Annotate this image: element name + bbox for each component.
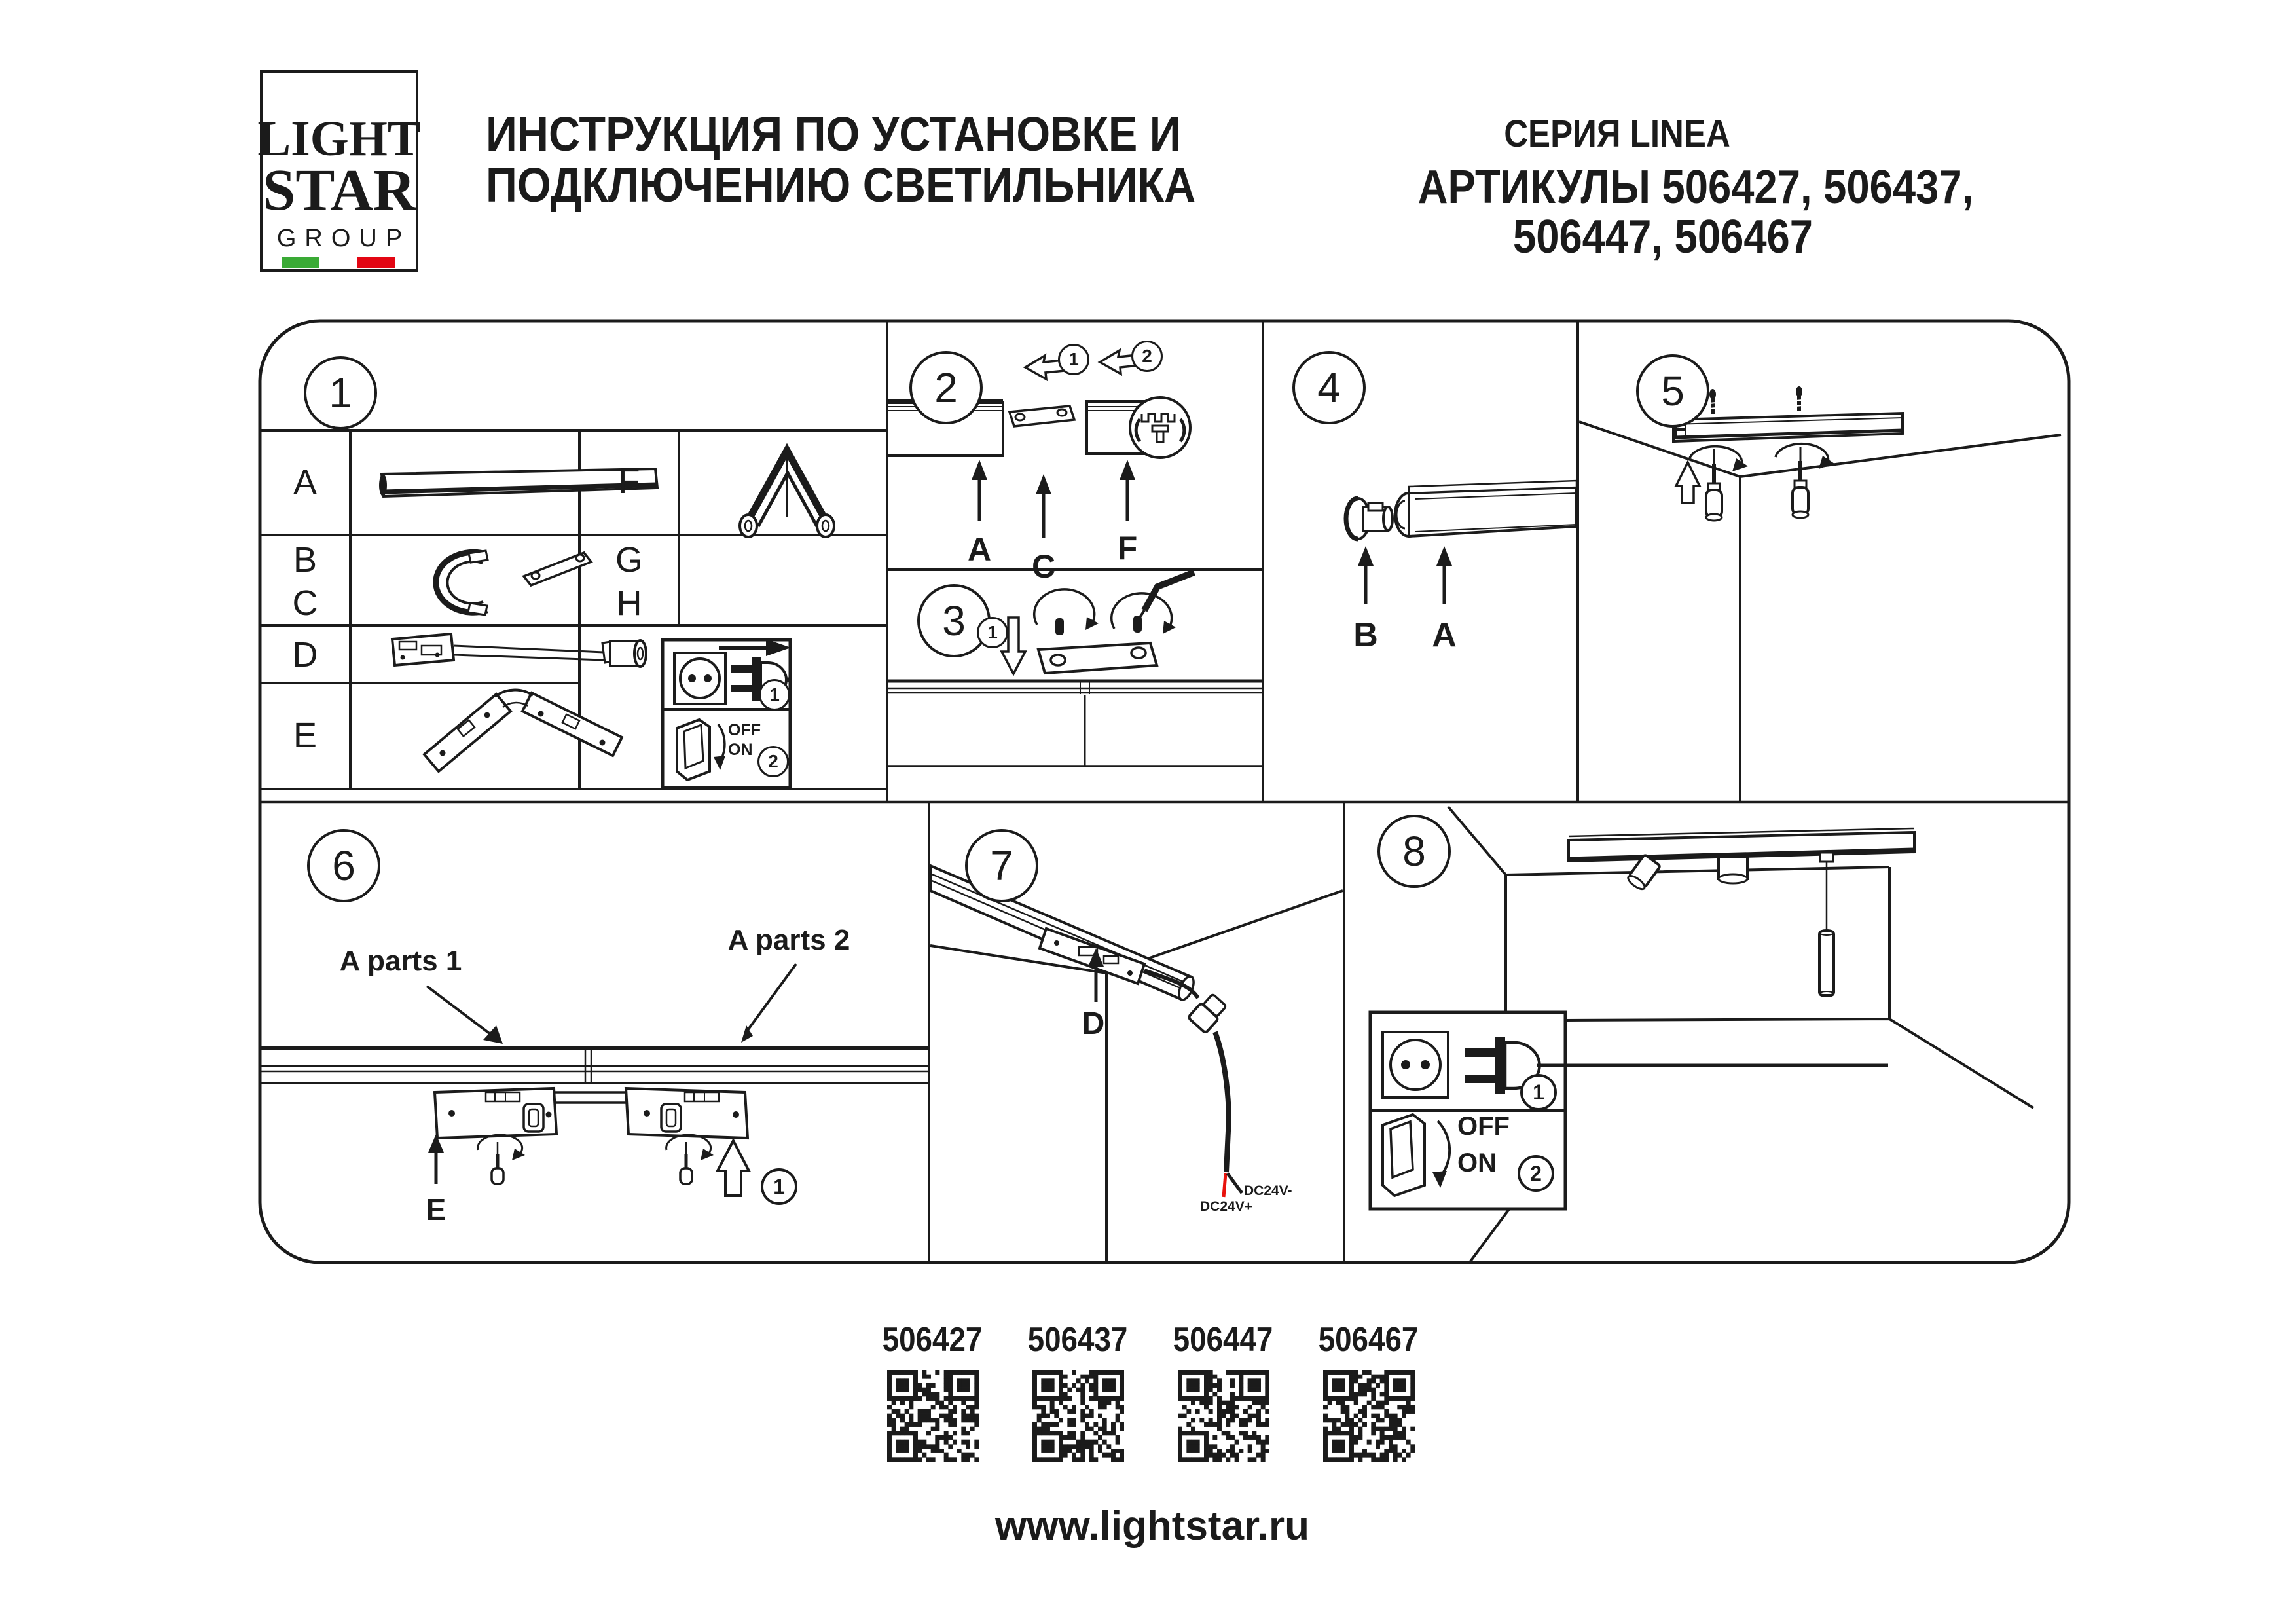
- articles-line1: АРТИКУЛЫ 506427, 506437,: [1417, 161, 1974, 213]
- step-badge-2: 2: [757, 746, 789, 777]
- panel-3-number: 3: [917, 584, 991, 657]
- step-badge-1: 1: [977, 617, 1008, 648]
- lightstar-logo: [257, 70, 421, 272]
- page-title-line1: ИНСТРУКЦИЯ ПО УСТАНОВКЕ И: [486, 107, 1181, 161]
- page-title-line2: ПОДКЛЮЧЕНИЮ СВЕТИЛЬНИКА: [486, 158, 1196, 212]
- a-parts-2-label: A parts 2: [727, 924, 850, 956]
- qr-label-506467: 506467: [1318, 1321, 1419, 1359]
- step-badge-2: 2: [1518, 1155, 1554, 1192]
- qr-code: [1323, 1370, 1415, 1462]
- callout-label-d: D: [1082, 1006, 1105, 1041]
- screw-icon: [1709, 389, 1716, 414]
- hollow-up-arrow-icon: [1676, 462, 1700, 503]
- screwdriver-icon: [1793, 447, 1808, 518]
- part-label-h: H: [616, 583, 642, 623]
- panel-5-art: [1579, 386, 2061, 801]
- part-label-b: B: [293, 540, 318, 580]
- series-title: СЕРИЯ LINEA: [1504, 113, 1730, 155]
- step-badge-1: 1: [1058, 344, 1089, 375]
- panel-7-number: 7: [965, 829, 1038, 902]
- wire-positive: [1224, 1173, 1226, 1197]
- pendant-lamp-icon: [1819, 853, 1834, 997]
- part-label-g: G: [615, 540, 644, 580]
- panel-4-art: [1346, 481, 1576, 604]
- part-label-d: D: [292, 635, 318, 674]
- callout-label-c: C: [1031, 548, 1056, 585]
- part-label-f: F: [618, 462, 640, 501]
- panel-8-art: [1370, 807, 2033, 1261]
- switch-on-label: ON: [1457, 1149, 1497, 1177]
- screwdriver-icon: [680, 1142, 692, 1184]
- step-badge-1: 1: [1520, 1074, 1557, 1111]
- logo-word-star: STAR: [263, 158, 416, 223]
- wire-negative: [1228, 1173, 1242, 1193]
- part-label-c: C: [292, 583, 318, 623]
- panel-6-number: 6: [307, 829, 380, 902]
- step-badge-2: 2: [1131, 341, 1163, 372]
- logo-word-group: GROUP: [276, 225, 411, 252]
- panel-1-number: 1: [304, 356, 377, 430]
- switch-off-label: OFF: [1457, 1112, 1510, 1141]
- screwdriver-icon: [1706, 449, 1722, 521]
- footer-url: www.lightstar.ru: [995, 1504, 1309, 1549]
- panel-6-art: [260, 964, 928, 1196]
- panel-7-art: [930, 866, 1343, 1261]
- qr-code: [1178, 1370, 1269, 1462]
- panel-1-art: [379, 451, 834, 788]
- qr-code: [887, 1370, 979, 1462]
- part-label-e: E: [293, 716, 318, 755]
- articles-line2: 506447, 506467: [1512, 211, 1813, 263]
- panel-5-number: 5: [1636, 354, 1709, 428]
- panel-8-number: 8: [1377, 815, 1451, 888]
- callout-label-a: A: [1432, 616, 1457, 654]
- callout-label-b: B: [1353, 616, 1378, 654]
- power-legend-box: [1370, 1012, 1888, 1209]
- switch-off-label: OFF: [728, 721, 761, 739]
- panel-4-number: 4: [1292, 351, 1366, 424]
- qr-label-506447: 506447: [1173, 1321, 1273, 1359]
- qr-label-506427: 506427: [882, 1321, 983, 1359]
- wire-positive-label: DC24V+: [1200, 1199, 1252, 1214]
- qr-label-506437: 506437: [1027, 1321, 1128, 1359]
- part-label-a: A: [293, 463, 318, 502]
- panel-2-number: 2: [909, 351, 983, 424]
- hollow-up-arrow-icon: [718, 1141, 749, 1196]
- a-parts-1-label: A parts 1: [339, 945, 462, 977]
- callout-label-e: E: [426, 1192, 446, 1227]
- italian-flag-icon: [282, 257, 395, 268]
- step-badge-1: 1: [761, 1168, 797, 1205]
- callout-label-f: F: [1117, 530, 1138, 566]
- step-badge-1: 1: [759, 679, 790, 710]
- screwdriver-icon: [1144, 572, 1194, 610]
- screw-icon: [1796, 386, 1802, 411]
- screwdriver-icon: [492, 1142, 503, 1184]
- callout-label-a: A: [967, 531, 992, 568]
- logo-word-light: LIGHT: [257, 111, 421, 166]
- qr-code: [1032, 1370, 1124, 1462]
- switch-on-label: ON: [728, 741, 753, 759]
- cable-connector-icon: [1188, 992, 1229, 1033]
- wire-negative-label: DC24V-: [1244, 1183, 1292, 1198]
